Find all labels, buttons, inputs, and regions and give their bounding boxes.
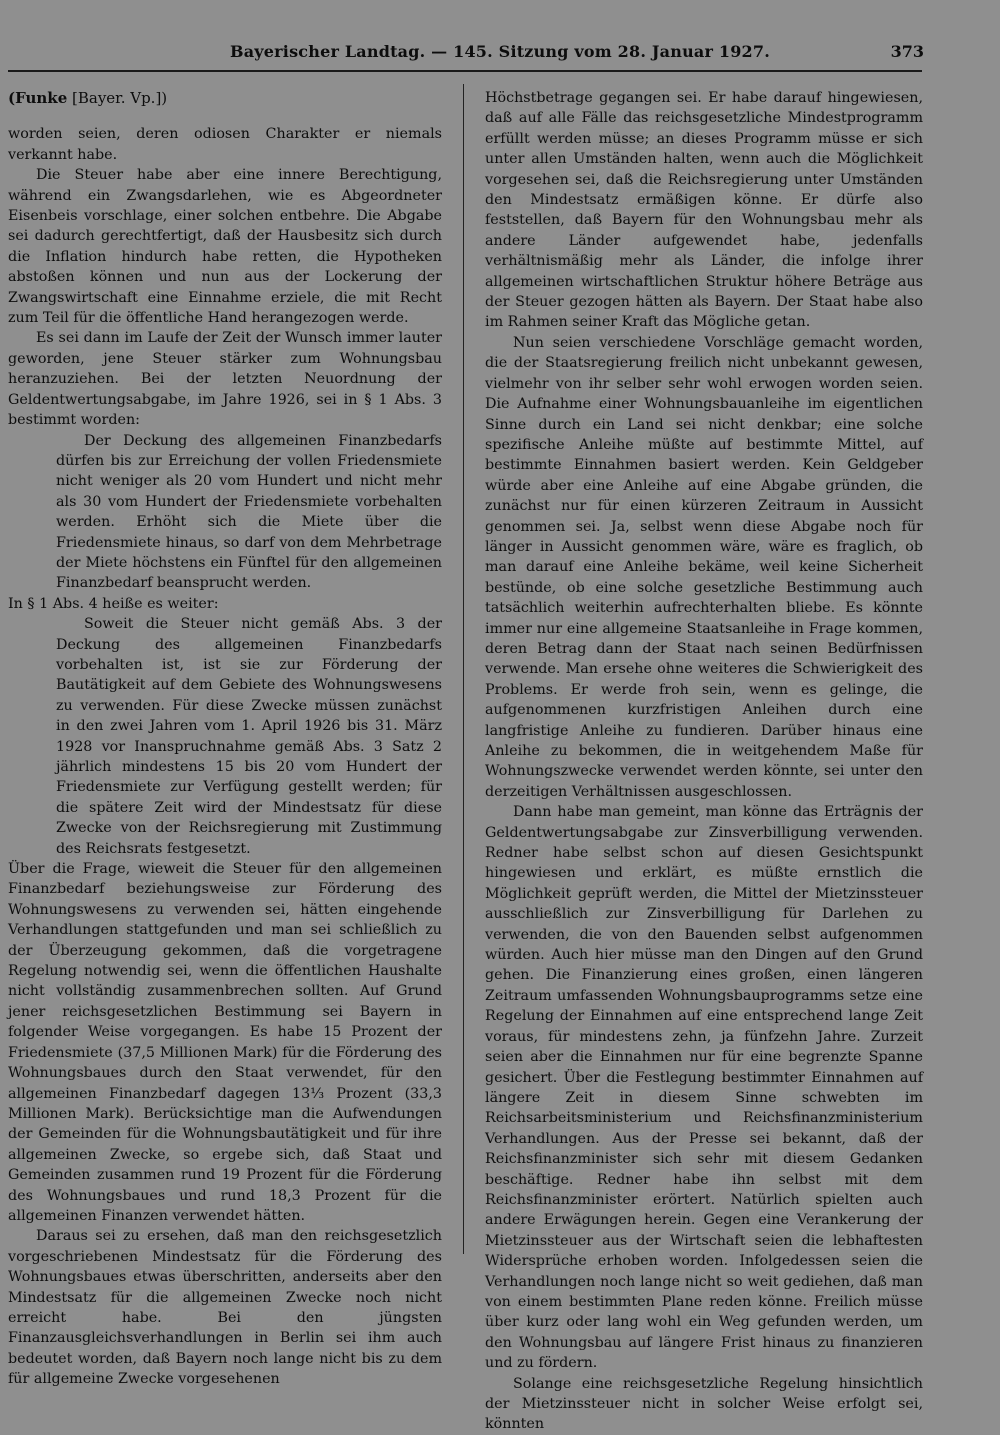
paragraph: Dann habe man gemeint, man könne das Erträgnis der Geldentwertungsabgabe zur Zinsverbilligung verwenden. Redner habe selbst schon auf diesen Gesichtspunkt hingewiesen und erklärt, es müßte ernstlich die Möglichkeit geprüft werden, die Mittel der Mietzinssteuer ausschließlich zur Zinsverbilligung für Darlehen zu verwenden, die von den Bauenden selbst aufgenommen würden. Auch hier müsse man den Dingen auf den Grund gehen. Die Finanzierung eines großen, einen längeren Zeitraum umfassenden Wohnungsbauprogramms setze eine Regelung der Einnahmen auf eine entsprechend lange Zeit voraus, für mindestens zehn, ja fünfzehn Jahre. Zurzeit seien aber die Einnahmen nur für eine begrenzte Spanne gesichert. Über die Festlegung bestimmter Einnahmen auf längere Zeit in diesem Sinne schwebten im Reichsarbeitsministerium und Reichsfinanzministerium Verhandlungen. Aus der Presse sei bekannt, daß der Reichsfinanzminister sich sehr mit diesem Gedanken beschäftige. Redner habe ihn selbst mit dem Reichsfinanzminister erörtert. Natürlich spielten auch andere Erwägungen herein. Gegen eine Verankerung der Mietzinssteuer aus der Wirtschaft seien die lebhaftesten Widersprüche erhoben worden. Infolgedessen seien die Verhandlungen noch lange nicht so weit gediehen, daß man von einem bestimmten Plane reden könne. Freilich müsse über kurz oder lang wohl ein Weg gefunden werden, um den Wohnungsbau auf längere Frist hinaus zu finanzieren und zu fördern. [485, 804, 923, 1372]
speaker-party: [Bayer. Vp.]) [72, 89, 168, 107]
paragraph: Höchstbetrage gegangen sei. Er habe darauf hingewiesen, daß auf alle Fälle das reichsgesetzliche Mindestprogramm erfüllt werden müsse; an dieses Programm müsse er sich unter allen Umständen halten, wenn auch die Möglichkeit vorgesehen sei, daß die Reichsregierung unter Umständen den Mindestsatz ermäßigen könne. Er dürfe also feststellen, daß Bayern für den Wohnungsbau mehr als andere Länder aufgewendet habe, jedenfalls verhältnismäßig mehr als Länder, die infolge ihrer allgemeinen wirtschaftlichen Struktur höhere Beträge aus der Steuer gezogen hätten als Bayern. Der Staat habe also im Rahmen seiner Kraft das Mögliche getan. [485, 90, 923, 331]
page-number: 373 [890, 42, 924, 61]
paragraph: Solange eine reichsgesetzliche Regelung hinsichtlich der Mietzinssteuer nicht in solcher Weise erfolgt sei, könnten [485, 1375, 923, 1433]
paragraph: worden seien, deren odiosen Charakter er niemals verkannt habe. [8, 126, 442, 163]
quoted-law-paragraph: Soweit die Steuer nicht gemäß Abs. 3 der Deckung des allgemeinen Finanzbedarfs vorbehalten ist, ist sie zur Förderung der Bautätigkeit auf dem Gebiete des Wohnungswesens zu verwenden. Für diese Zwecke müssen zunächst in den zwei Jahren vom 1. April 1926 bis 31. März 1928 vor Inanspruchnahme gemäß Abs. 3 Satz 2 jährlich mindestens 15 bis 20 vom Hundert der Friedensmiete zur Verfügung gestellt werden; für die spätere Zeit wird der Mindestsatz für diese Zwecke von der Reichsregierung mit Zustimmung des Reichsrats festgesetzt. [56, 616, 442, 857]
speaker-name: (Funke [8, 89, 68, 107]
quoted-law-paragraph: Der Deckung des allgemeinen Finanzbedarfs dürfen bis zur Erreichung der vollen Friedensmiete nicht weniger als 20 vom Hundert und nicht mehr als 30 vom Hundert der Friedensmiete vorbehalten werden. Erhöht sich die Miete über die Friedensmiete hinaus, so darf von dem Mehrbetrage der Miete höchstens ein Fünftel für den allgemeinen Finanzbedarf beansprucht werden. [56, 432, 442, 592]
page-header [0, 42, 1000, 66]
running-title: Bayerischer Landtag. — 145. Sitzung vom 28. Januar 1927. [230, 42, 770, 61]
paragraph: Nun seien verschiedene Vorschläge gemacht worden, die der Staatsregierung freilich nicht unbekannt gewesen, vielmehr von ihr selber sehr wohl erwogen worden seien. Die Aufnahme einer Wohnungsbauanleihe im eigentlichen Sinne durch ein Land sei nicht denkbar; eine solche spezifische Anleihe müßte auf bestimmte Mittel, auf bestimmte Einnahmen basiert werden. Kein Geldgeber würde aber eine Anleihe auf eine Abgabe gründen, die zunächst nur für einen kürzeren Zeitraum in Aussicht genommen sei. Ja, selbst wenn diese Abgabe noch für länger in Aussicht genommen wäre, wäre es fraglich, ob man darauf eine Anleihe bekäme, weil keine Sicherheit bestünde, ob eine solche gesetzliche Bestimmung auch tatsächlich weiterhin aufrechterhalten bliebe. Es könnte immer nur eine allgemeine Staatsanleihe in Frage kommen, deren Betrag dann der Staat nach seinen Bedürfnissen verwende. Man ersehe ohne weiteres die Schwierigkeit des Problems. Er werde froh sein, wenn es gelinge, die aufgenommenen kurzfristigen Anleihen durch eine langfristige Anleihe zu fundieren. Darüber hinaus eine Anleihe zu bekommen, die in weitgehendem Maße für Wohnungszwecke verwendet werden könnte, sei unter den derzeitigen Verhältnissen ausgeschlossen. [485, 334, 923, 800]
paragraph: Die Steuer habe aber eine innere Berechtigung, während ein Zwangsdarlehen, wie es Abgeordneter Eisenbeis vorschlage, einer solchen entbehre. Die Abgabe sei dadurch gerechtfertigt, daß der Hausbesitz sich durch die Inflation hindurch habe retten, die Hypotheken abstoßen können und nun aus der Lockerung der Zwangswirtschaft eine Einnahme erziele, die mit Recht zum Teil für die öffentliche Hand herangezogen werde. [8, 167, 442, 327]
paragraph: Über die Frage, wieweit die Steuer für den allgemeinen Finanzbedarf beziehungsweise zur Förderung des Wohnungswesens zu verwenden sei, hätten eingehende Verhandlungen stattgefunden und man sei schließlich zu der Überzeugung gekommen, daß die vorgetragene Regelung notwendig sei, wenn die öffentlichen Haushalte nicht vollständig zusammenbrechen sollten. Auf Grund jener reichsgesetzlichen Bestimmung sei Bayern in folgender Weise vorgegangen. Es habe 15 Prozent der Friedensmiete (37,5 Millionen Mark) für die Förderung des Wohnungsbaues durch den Staat verwendet, für den allgemeinen Finanzbedarf dagegen 13⅓ Prozent (33,3 Millionen Mark). Berücksichtige man die Aufwendungen der Gemeinden für die Wohnungsbautätigkeit und für ihre allgemeinen Zwecke, so ergebe sich, daß Staat und Gemeinden zusammen rund 19 Prozent für die Förderung des Wohnungsbaues und rund 18,3 Prozent für die allgemeinen Finanzen verwendet hätten. [8, 861, 442, 1224]
left-column [8, 88, 442, 1390]
paragraph: Daraus sei zu ersehen, daß man den reichsgesetzlich vorgeschriebenen Mindestsatz für die Förderung des Wohnungsbaues etwas überschritten, anderseits aber den Mindestsatz für die allgemeinen Zwecke noch nicht erreicht habe. Bei den jüngsten Finanzausgleichsverhandlungen in Berlin sei ihm auch bedeutet worden, daß Bayern noch lange nicht bis zu dem für allgemeine Zwecke vorgesehenen [8, 1228, 442, 1388]
header-rule [8, 70, 922, 72]
column-divider [463, 84, 464, 1254]
paragraph: In § 1 Abs. 4 heiße es weiter: [8, 595, 219, 612]
paragraph: Es sei dann im Laufe der Zeit der Wunsch immer lauter geworden, jene Steuer stärker zum Wohnungsbau heranzuziehen. Bei der letzten Neuordnung der Geldentwertungsabgabe, im Jahre 1926, sei in § 1 Abs. 3 bestimmt worden: [8, 330, 442, 429]
speaker-attribution [8, 88, 442, 108]
right-column [485, 88, 923, 1435]
